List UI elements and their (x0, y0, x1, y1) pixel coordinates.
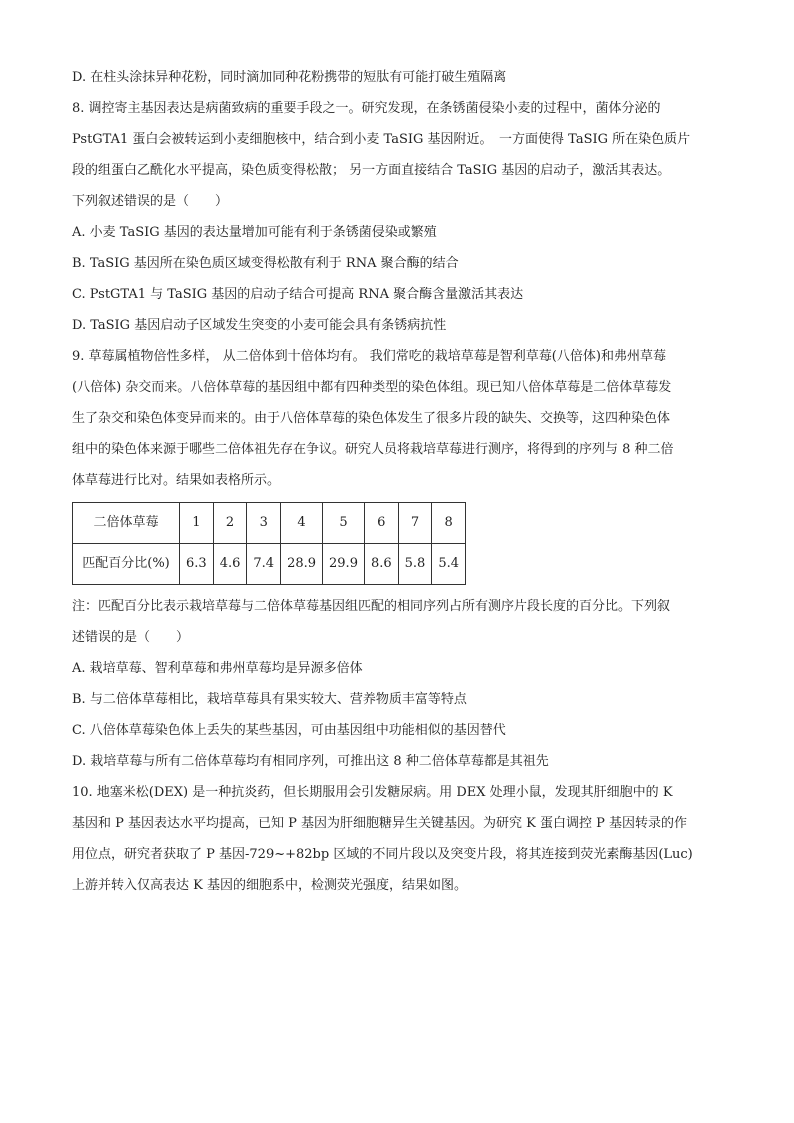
table-row (73, 503, 466, 544)
q10-stem-line: 10. 地塞米松(DEX) 是一种抗炎药，但长期服用会引发糖尿病。用 DEX 处理小鼠，发现其肝细胞中的 K (72, 785, 673, 800)
table-row (73, 544, 466, 585)
table-row-header: 匹配百分比(%) (73, 544, 180, 585)
q9-option-b: B. 与二倍体草莓相比，栽培草莓具有果实较大、营养物质丰富等特点 (72, 692, 467, 707)
percentage-cell: 8.6 (364, 544, 398, 585)
question-8 (72, 93, 722, 341)
percentage-cell: 28.9 (281, 544, 323, 585)
q8-stem-line: 8. 调控寄主基因表达是病菌致病的重要手段之一。研究发现，在条锈菌侵染小麦的过程中，菌体分泌的 (72, 101, 661, 116)
percentage-cell: 6.3 (180, 544, 214, 585)
q9-stem-line: 9. 草莓属植物倍性多样， 从二倍体到十倍体均有。 我们常吃的栽培草莓是智利草莓(八倍体)和弗州草莓 (72, 349, 666, 364)
q9-option-a: A. 栽培草莓、智利草莓和弗州草莓均是异源多倍体 (72, 661, 363, 676)
species-cell: 2 (213, 503, 247, 544)
q10-stem-line: 上游并转入仅高表达 K 基因的细胞系中，检测荧光强度，结果如图。 (72, 878, 467, 893)
q7-option-d: D. 在柱头涂抹异种花粉，同时滴加同种花粉携带的短肽有可能打破生殖隔离 (72, 70, 507, 85)
species-cell: 6 (364, 503, 398, 544)
question-9 (72, 341, 722, 777)
q8-option-d: D. TaSIG 基因启动子区域发生突变的小麦可能会具有条锈病抗性 (72, 318, 447, 333)
match-table-wrapper (72, 502, 722, 585)
q9-note-line: 述错误的是（ ） (72, 630, 190, 645)
q9-stem-line: (八倍体) 杂交而来。八倍体草莓的基因组中都有四种类型的染色体组。现已知八倍体草莓是二倍体草莓发 (72, 380, 672, 395)
species-cell: 3 (247, 503, 281, 544)
table-row-header: 二倍体草莓 (73, 503, 180, 544)
species-cell: 1 (180, 503, 214, 544)
q8-stem-line: PstGTA1 蛋白会被转运到小麦细胞核中，结合到小麦 TaSIG 基因附近。 一方面使得 TaSIG 所在染色质片 (72, 132, 691, 147)
q8-option-c: C. PstGTA1 与 TaSIG 基因的启动子结合可提高 RNA 聚合酶含量激活其表达 (72, 287, 524, 302)
q8-stem-line: 段的组蛋白乙酰化水平提高，染色质变得松散； 另一方面直接结合 TaSIG 基因的启动子，激活其表达。 (72, 163, 671, 178)
exam-page (72, 62, 722, 901)
percentage-cell: 7.4 (247, 544, 281, 585)
q8-stem-line: 下列叙述错误的是（ ） (72, 194, 229, 209)
percentage-cell: 29.9 (323, 544, 365, 585)
q10-stem-line: 用位点，研究者获取了 P 基因-729~+82bp 区域的不同片段以及突变片段，将其连接到荧光素酶基因(Luc) (72, 847, 693, 862)
q9-note-line: 注：匹配百分比表示栽培草莓与二倍体草莓基因组匹配的相同序列占所有测序片段长度的百分比。下列叙 (72, 599, 671, 614)
q9-option-d: D. 栽培草莓与所有二倍体草莓均有相同序列，可推出这 8 种二倍体草莓都是其祖先 (72, 754, 549, 769)
percentage-cell: 4.6 (213, 544, 247, 585)
q10-stem-line: 基因和 P 基因表达水平均提高，已知 P 基因为肝细胞糖异生关键基因。为研究 K 蛋白调控 P 基因转录的作 (72, 816, 688, 831)
q8-option-a: A. 小麦 TaSIG 基因的表达量增加可能有利于条锈菌侵染或繁殖 (72, 225, 437, 240)
q8-option-b: B. TaSIG 基因所在染色质区域变得松散有利于 RNA 聚合酶的结合 (72, 256, 459, 271)
species-cell: 4 (281, 503, 323, 544)
percentage-cell: 5.8 (398, 544, 432, 585)
species-cell: 5 (323, 503, 365, 544)
percentage-cell: 5.4 (432, 544, 466, 585)
q9-option-c: C. 八倍体草莓染色体上丢失的某些基因，可由基因组中功能相似的基因替代 (72, 723, 506, 738)
match-percentage-table (72, 502, 466, 585)
q9-stem-line: 体草莓进行比对。结果如表格所示。 (72, 473, 281, 488)
species-cell: 8 (432, 503, 466, 544)
question-10 (72, 777, 722, 901)
q9-stem-line: 组中的染色体来源于哪些二倍体祖先存在争议。研究人员将栽培草莓进行测序，将得到的序列与 8 种二倍 (72, 442, 674, 457)
species-cell: 7 (398, 503, 432, 544)
q9-stem-line: 生了杂交和染色体变异而来的。由于八倍体草莓的染色体发生了很多片段的缺失、交换等，这四种染色体 (72, 411, 671, 426)
